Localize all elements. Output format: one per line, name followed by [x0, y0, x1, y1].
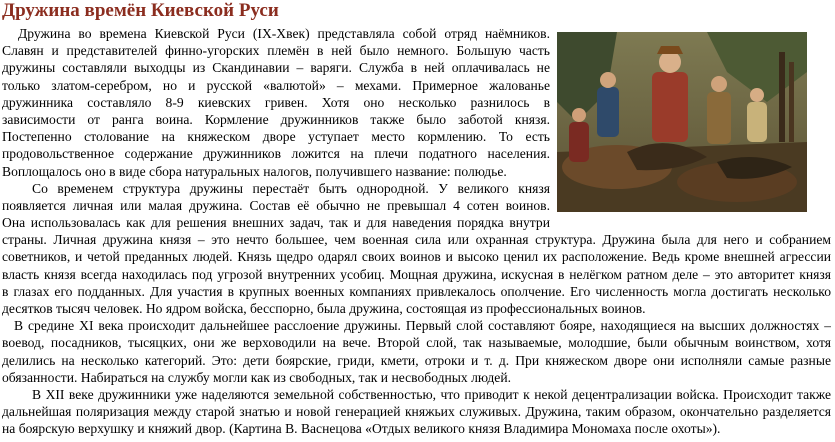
- article-line: власть князя всегда находилась под угрозой внутренних усобиц. Мощная дружина, искусная в нелёгком ратном деле – это авторитет князя: [2, 266, 831, 282]
- article-line: дружины составляли выходцы из Скандинавии – варяги. Служба в ней оплачивалась не: [2, 60, 550, 76]
- article-line: дружинника составляло 8-9 киевских гривен. Хотя оно несколько разнилось в: [2, 94, 550, 110]
- article-line: советников, и четой преданных людей. Князь щедро одарял своих воинов и высоко ценил их расположение. Ведь кроме внешней агрессии: [2, 249, 831, 265]
- article-line: делились на несколько категорий. Это: дети боярские, гриди, кмети, отроки и т. д. При княжеском дворе они исполняли самые разные: [2, 352, 831, 368]
- article-line: Воплощалось оно в виде сбора натуральных налогов, получившего название: полюдье.: [2, 163, 507, 179]
- article-line: страны. Личная дружина князя – это нечто большее, чем военная сила или охранная структура. Дружина была для него и собранием: [2, 232, 831, 248]
- article-line: дальнейшая поляризация между старой знатью и новой генерацией княжьих служивых. Дружина, таким образом, окончательно разделяется: [2, 404, 831, 420]
- article-line: только златом-серебром, но и русской «валютой» – мехами. Примерное жалованье: [2, 77, 550, 93]
- article-line: В XII веке дружинники уже наделяются земельной собственностью, что приводит к некой децентрализации войска. Происходит также: [32, 386, 831, 402]
- article-line: зависимости от ранга воина. Кормление дружинников также было заботой князя.: [2, 111, 550, 127]
- article-line: Постепенно столование на княжеском дворе уступает место кормлению. То есть: [2, 129, 550, 145]
- article-body: [2, 25, 833, 438]
- article-line: В средине XI века происходит дальнейшее расслоение дружины. Первый слой составляют бояре, находящиеся на высших должностях –: [14, 318, 831, 334]
- article-line: десятков тысяч человек. Но ядром войска, бесспорно, была дружина, состоящая из профессиональных воинов.: [2, 301, 646, 316]
- article-line: воевод, посадников, тысяцких, они же верховодили на вече. Второй слой, так называемые, молодшие, были обычным воинством, хотя: [2, 335, 831, 351]
- article-line: на боярскую верхушку и княжий двор. (Картина В. Васнецова «Отдых великого князя Владимира Мономаха после охоты»).: [2, 421, 721, 437]
- article-line: продовольственное содержание дружинников ложится на плечи податного населения.: [2, 146, 550, 162]
- article-line: Дружина во времена Киевской Руси (IX-Xвек) представляла собой отряд наёмников.: [18, 26, 550, 41]
- article-line: появляется личная или малая дружина. Состав её обычно не превышал 4 сотен воинов.: [2, 197, 550, 213]
- article-line: в глазах его подданных. Для участия в крупных военных компаниях привлекалось ополчение. Его численность могла достигать несколько: [2, 283, 831, 299]
- article-title: Дружина времён Киевской Руси: [2, 0, 279, 21]
- article-line: обязанности. Набираться на службу могли как из свободных, так и несвободных людей.: [2, 369, 512, 385]
- article-line: Она использовалась как для решения внешних задач, так и для наведения порядка внутри: [2, 215, 550, 231]
- article-line: Славян и представителей финно-угорских племён в ней было немного. Большую часть: [2, 43, 550, 59]
- article-line: Со временем структура дружины перестаёт быть однородной. У великого князя: [32, 180, 550, 196]
